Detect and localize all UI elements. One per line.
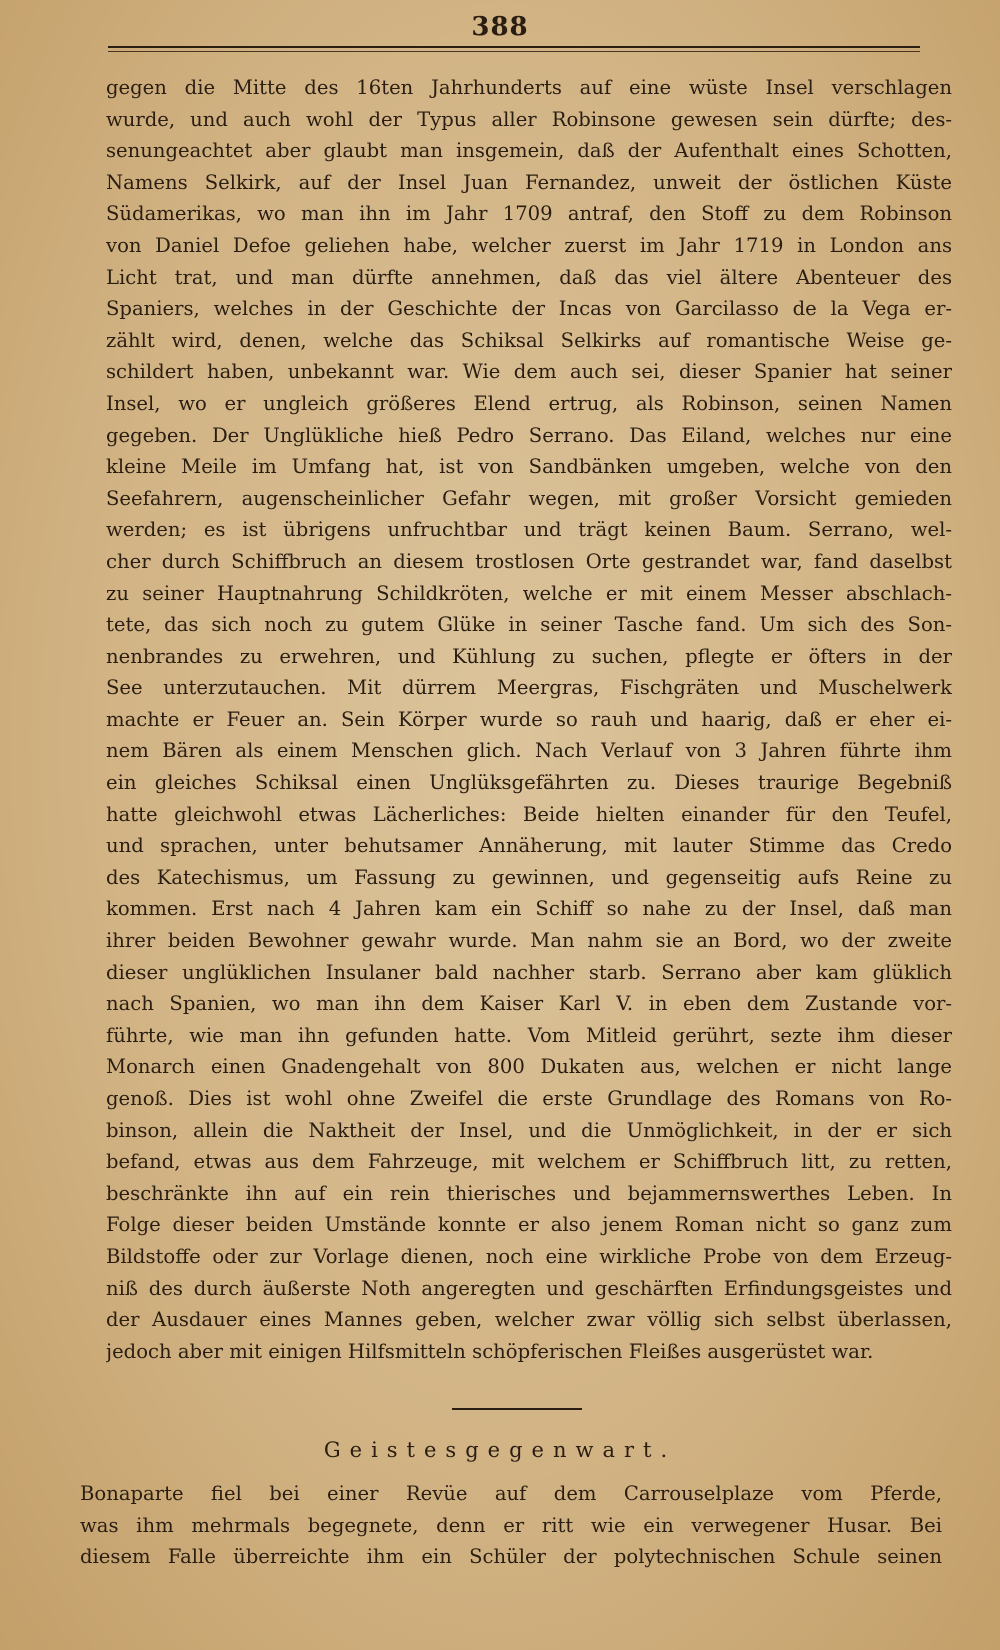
text-line: hatte gleichwohl etwas Lächerliches: Beide hielten einander für den Teufel, — [106, 802, 952, 826]
section-text-block — [80, 1478, 942, 1573]
text-line: genoß. Dies ist wohl ohne Zweifel die erste Grundlage des Romans von Ro- — [106, 1087, 952, 1110]
text-line: Seefahrern, augenscheinlicher Gefahr wegen, mit großer Vorsicht gemieden — [106, 486, 952, 510]
text-line: niß des durch äußerste Noth angeregten und geschärften Erfindungsgeistes und — [106, 1276, 952, 1300]
text-line: Licht trat, und man dürfte annehmen, daß das viel ältere Abenteuer des — [106, 265, 952, 289]
text-line: werden; es ist übrigens unfruchtbar und trägt keinen Baum. Serrano, wel- — [106, 518, 952, 542]
text-line: wurde, und auch wohl der Typus aller Robinsone gewesen sein dürfte; des- — [106, 107, 952, 131]
text-line: diesem Falle überreichte ihm ein Schüler der polytechnischen Schule seinen — [80, 1545, 942, 1569]
page-number: 388 — [471, 12, 529, 42]
text-line: ein gleiches Schiksal einen Unglüksgefährten zu. Dieses traurige Begebniß — [106, 771, 952, 795]
text-line: Folge dieser beiden Umstände konnte er also jenem Roman nicht so ganz zum — [106, 1213, 952, 1237]
header-rule-secondary — [108, 51, 920, 52]
text-line: Bildstoffe oder zur Vorlage dienen, noch eine wirkliche Probe von dem Erzeug- — [106, 1244, 952, 1268]
text-line: tete, das sich noch zu gutem Glüke in seiner Tasche fand. Um sich des Son- — [106, 613, 952, 637]
text-line: gegeben. Der Unglükliche hieß Pedro Serrano. Das Eiland, welches nur eine — [106, 423, 952, 447]
text-line: See unterzutauchen. Mit dürrem Meergras, Fischgräten und Muschelwerk — [106, 676, 952, 700]
text-line: gegen die Mitte des 16ten Jahrhunderts auf eine wüste Insel verschlagen — [106, 76, 952, 99]
text-line: und sprachen, unter behutsamer Annäherung, mit lauter Stimme das Credo — [106, 834, 952, 858]
text-line: Spaniers, welches in der Geschichte der Incas von Garcilasso de la Vega er- — [106, 297, 952, 321]
text-line: kleine Meile im Umfang hat, ist von Sandbänken umgeben, welche von den — [106, 455, 952, 479]
text-line: beschränkte ihn auf ein rein thierisches und bejammernswerthes Leben. In — [106, 1181, 952, 1205]
text-line: jedoch aber mit einigen Hilfsmitteln schöpferischen Fleißes ausgerüstet war. — [106, 1339, 874, 1363]
text-line: Bonaparte fiel bei einer Revüe auf dem Carrouselplaze vom Pferde, — [80, 1482, 942, 1505]
text-line: senungeachtet aber glaubt man insgemein, daß der Aufenthalt eines Schotten, — [106, 139, 952, 163]
text-line: nem Bären als einem Menschen glich. Nach Verlauf von 3 Jahren führte ihm — [106, 739, 952, 763]
text-line: ihrer beiden Bewohner gewahr wurde. Man nahm sie an Bord, wo der zweite — [106, 929, 952, 953]
text-line: machte er Feuer an. Sein Körper wurde so rauh und haarig, daß er eher ei- — [106, 707, 952, 731]
text-line: was ihm mehrmals begegnete, denn er ritt wie ein verwegener Husar. Bei — [80, 1513, 942, 1537]
text-line: führte, wie man ihn gefunden hatte. Vom Mitleid gerührt, sezte ihm dieser — [106, 1023, 952, 1047]
text-line: Südamerikas, wo man ihn im Jahr 1709 antraf, den Stoff zu dem Robinson — [106, 202, 952, 226]
text-line: schildert haben, unbekannt war. Wie dem auch sei, dieser Spanier hat seiner — [106, 360, 952, 384]
text-line: zählt wird, denen, welche das Schiksal Selkirks auf romantische Weise ge- — [106, 328, 952, 352]
header-rule — [108, 46, 920, 48]
text-line: des Katechismus, um Fassung zu gewinnen, und gegenseitig aufs Reine zu — [106, 865, 952, 889]
text-line: Namens Selkirk, auf der Insel Juan Fernandez, unweit der östlichen Küste — [106, 170, 952, 194]
text-line: zu seiner Hauptnahrung Schildkröten, welche er mit einem Messer abschlach- — [106, 581, 952, 605]
section-divider — [452, 1408, 582, 1410]
text-line: der Ausdauer eines Mannes geben, welcher zwar völlig sich selbst überlassen, — [106, 1308, 952, 1332]
section-title: Geistesgegenwart. — [323, 1438, 677, 1462]
text-line: Insel, wo er ungleich größeres Elend ertrug, als Robinson, seinen Namen — [106, 391, 952, 415]
text-line: kommen. Erst nach 4 Jahren kam ein Schiff so nahe zu der Insel, daß man — [106, 897, 952, 921]
text-line: von Daniel Defoe geliehen habe, welcher zuerst im Jahr 1719 in London ans — [106, 233, 952, 257]
text-line: Monarch einen Gnadengehalt von 800 Dukaten aus, welchen er nicht lange — [106, 1055, 952, 1079]
text-line: dieser unglüklichen Insulaner bald nachher starb. Serrano aber kam glüklich — [106, 960, 952, 984]
main-text-block — [106, 72, 952, 1367]
text-line: nenbrandes zu erwehren, und Kühlung zu suchen, pflegte er öfters in der — [106, 644, 952, 668]
text-line: binson, allein die Naktheit der Insel, und die Unmöglichkeit, in der er sich — [106, 1118, 952, 1142]
text-line: befand, etwas aus dem Fahrzeuge, mit welchem er Schiffbruch litt, zu retten, — [106, 1150, 952, 1174]
text-line: cher durch Schiffbruch an diesem trostlosen Orte gestrandet war, fand daselbst — [106, 549, 952, 573]
text-line: nach Spanien, wo man ihn dem Kaiser Karl V. in eben dem Zustande vor- — [106, 992, 952, 1016]
